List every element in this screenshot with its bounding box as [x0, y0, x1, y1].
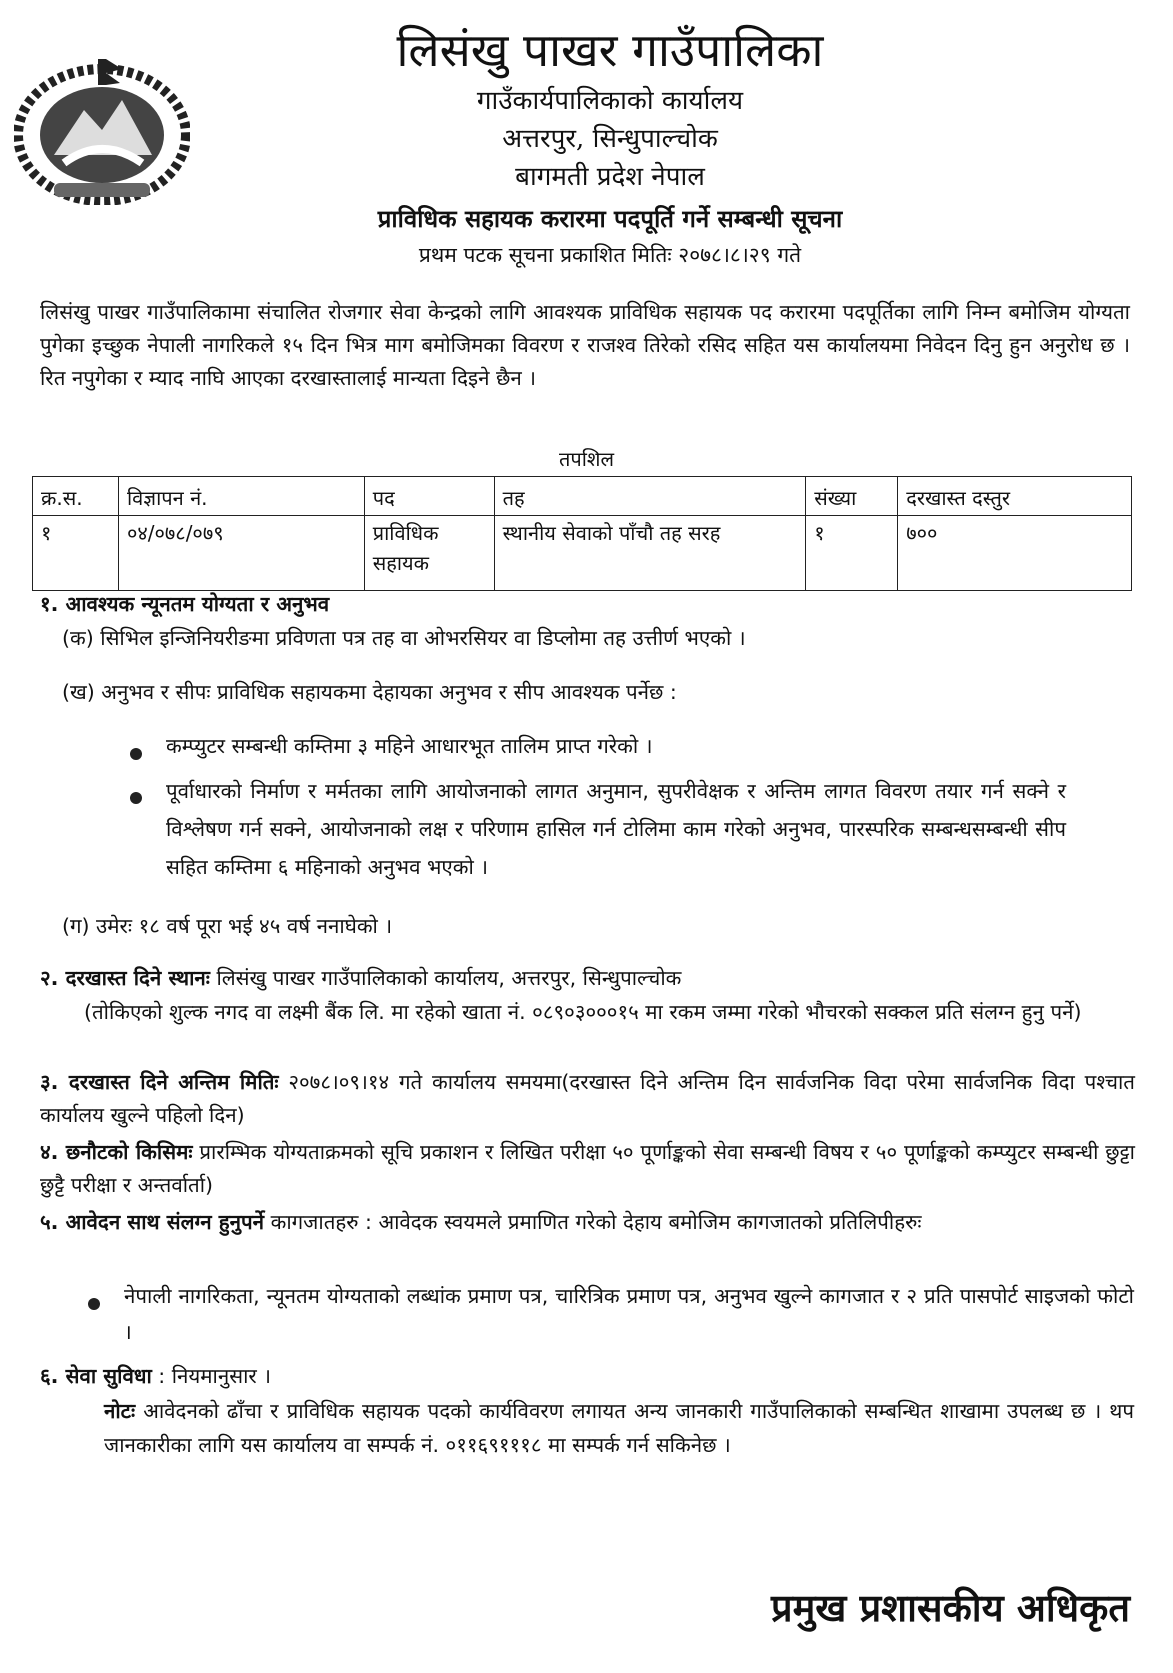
table-caption: तपशिल	[558, 447, 615, 471]
section-1-b-bullet-1: कम्प्युटर सम्बन्धी कम्तिमा ३ महिने आधारभूत तालिम प्राप्त गरेको ।	[166, 734, 653, 758]
section-2-note: (तोकिएको शुल्क नगद वा लक्ष्मी बैंक लि. मा रहेको खाता नं. ०८९०३०००१५ मा रकम जम्मा गरेको भौचरको सक्कल प्रति संलग्न हुनु पर्ने)	[84, 1000, 1082, 1024]
section-3	[40, 1066, 1135, 1132]
table-header: विज्ञापन नं.	[118, 477, 364, 516]
table-row	[33, 516, 1132, 591]
section-6	[40, 1360, 1135, 1393]
bullet-icon	[130, 748, 142, 760]
table-header: पद	[364, 477, 494, 516]
table-cell: प्राविधिक सहायक	[364, 516, 494, 591]
section-5-text: कागजातहरु : आवेदक स्वयमले प्रमाणित गरेको देहाय बमोजिम कागजातको प्रतिलिपीहरुः	[264, 1210, 922, 1234]
section-6-text: : नियमानुसार ।	[151, 1364, 272, 1388]
table-header: तह	[494, 477, 806, 516]
table-header: संख्या	[806, 477, 898, 516]
signature-title: प्रमुख प्रशासकीय अधिकृत	[770, 1585, 1130, 1630]
section-1-b-bullet-2: पूर्वाधारको निर्माण र मर्मतका लागि आयोजनाको लागत अनुमान, सुपरीवेक्षक र अन्तिम लागत विवरण तयार गर्न सक्ने र विश्लेषण गर्न सक्ने, आयोजनाको लक्ष र परिणाम हासिल गर्न टोलिमा काम गरेको अनुभव, पारस्परिक सम्बन्धसम्बन्धी सीप सहित कम्तिमा ६ महिनाको अनुभव भएको ।	[166, 779, 1066, 879]
section-6-label: ६. सेवा सुविधा	[40, 1364, 152, 1388]
table-cell: ७००	[898, 516, 1132, 591]
section-2-label: २. दरखास्त दिने स्थानः	[40, 966, 210, 990]
published-date: प्रथम पटक सूचना प्रकाशित मितिः २०७८।८।२९ गते	[418, 243, 802, 267]
table-cell: स्थानीय सेवाको पाँचौ तह सरह	[494, 516, 806, 591]
section-2-text: लिसंखु पाखर गाउँपालिकाको कार्यालय, अत्तरपुर, सिन्धुपाल्चोक	[209, 966, 682, 990]
province-name: बागमती प्रदेश नेपाल	[515, 162, 705, 192]
section-2	[40, 962, 1135, 995]
note	[104, 1394, 1134, 1462]
table-header-row	[33, 477, 1132, 516]
section-1-a: (क) सिभिल इन्जिनियरीङमा प्रविणता पत्र तह वा ओभरसियर वा डिप्लोमा तह उत्तीर्ण भएको ।	[62, 626, 746, 650]
section-1-b: (ख) अनुभव र सीपः प्राविधिक सहायकमा देहायका अनुभव र सीप आवश्यक पर्नेछ :	[62, 680, 677, 704]
table-cell: १	[33, 516, 119, 591]
table-header: दरखास्त दस्तुर	[898, 477, 1132, 516]
section-4	[40, 1136, 1135, 1202]
section-4-text: प्रारम्भिक योग्यताक्रमको सूचि प्रकाशन र लिखित परीक्षा ५० पूर्णाङ्कको सेवा सम्बन्धी विषय र ५० पूर्णाङ्कको कम्प्युटर सम्बन्धी छुट्टा छुट्टै परीक्षा र अन्तर्वार्ता)	[40, 1140, 1135, 1197]
note-label: नोटः	[104, 1399, 136, 1423]
bullet-icon	[130, 792, 142, 804]
section-1-title: १. आवश्यक न्यूनतम योग्यता र अनुभव	[40, 592, 330, 616]
office-address: अत्तरपुर, सिन्धुपाल्चोक	[502, 124, 718, 154]
municipality-title: लिसंखु पाखर गाउँपालिका	[396, 23, 824, 77]
bullet-icon	[88, 1298, 100, 1310]
section-3-text: २०७८।०९।१४ गते कार्यालय समयमा(दरखास्त दिने अन्तिम दिन सार्वजनिक विदा परेमा सार्वजनिक विदा पश्चात कार्यालय खुल्ने पहिलो दिन)	[40, 1070, 1135, 1127]
table-header: क्र.स.	[33, 477, 119, 516]
intro-paragraph: लिसंखु पाखर गाउँपालिकामा संचालित रोजगार सेवा केन्द्रको लागि आवश्यक प्राविधिक सहायक पद करारमा पदपूर्तिका लागि निम्न बमोजिम योग्यता पुगेका इच्छुक नेपाली नागरिकले १५ दिन भित्र माग बमोजिमका विवरण र राजश्व तिरेको रसिद सहित यस कार्यालयमा निवेदन दिनु हुन अनुरोध छ । रित नपुगेका र म्याद नाघि आएका दरखास्तालाई मान्यता दिइने छैन ।	[40, 300, 1130, 390]
table-cell: ०४/०७८/०७९	[118, 516, 364, 591]
section-1-c: (ग) उमेरः १८ वर्ष पूरा भई ४५ वर्ष ननाघेको ।	[62, 914, 393, 938]
nepal-emblem-icon	[14, 55, 190, 205]
section-5	[40, 1206, 1135, 1239]
letterhead	[230, 18, 990, 272]
office-name: गाउँकार्यपालिकाको कार्यालय	[476, 86, 744, 116]
section-4-label: ४. छनौटको किसिमः	[40, 1140, 193, 1164]
section-5-label: ५. आवेदन साथ संलग्न हुनुपर्ने	[40, 1210, 265, 1234]
table-cell: १	[806, 516, 898, 591]
section-5-bullet: नेपाली नागरिकता, न्यूनतम योग्यताको लब्धांक प्रमाण पत्र, चारित्रिक प्रमाण पत्र, अनुभव खुल्ने कागजात र २ प्रति पासपोर्ट साइजको फोटो ।	[124, 1284, 1134, 1344]
section-3-label: ३. दरखास्त दिने अन्तिम मितिः	[40, 1070, 279, 1094]
notice-subject: प्राविधिक सहायक करारमा पदपूर्ति गर्ने सम्बन्धी सूचना	[377, 205, 843, 233]
vacancy-table	[32, 476, 1132, 591]
note-text: आवेदनको ढाँचा र प्राविधिक सहायक पदको कार्यविवरण लगायत अन्य जानकारी गाउँपालिकाको सम्बन्धित शाखामा उपलब्ध छ । थप जानकारीका लागि यस कार्यालय वा सम्पर्क नं. ०११६९१११८ मा सम्पर्क गर्न सकिनेछ ।	[104, 1399, 1134, 1457]
